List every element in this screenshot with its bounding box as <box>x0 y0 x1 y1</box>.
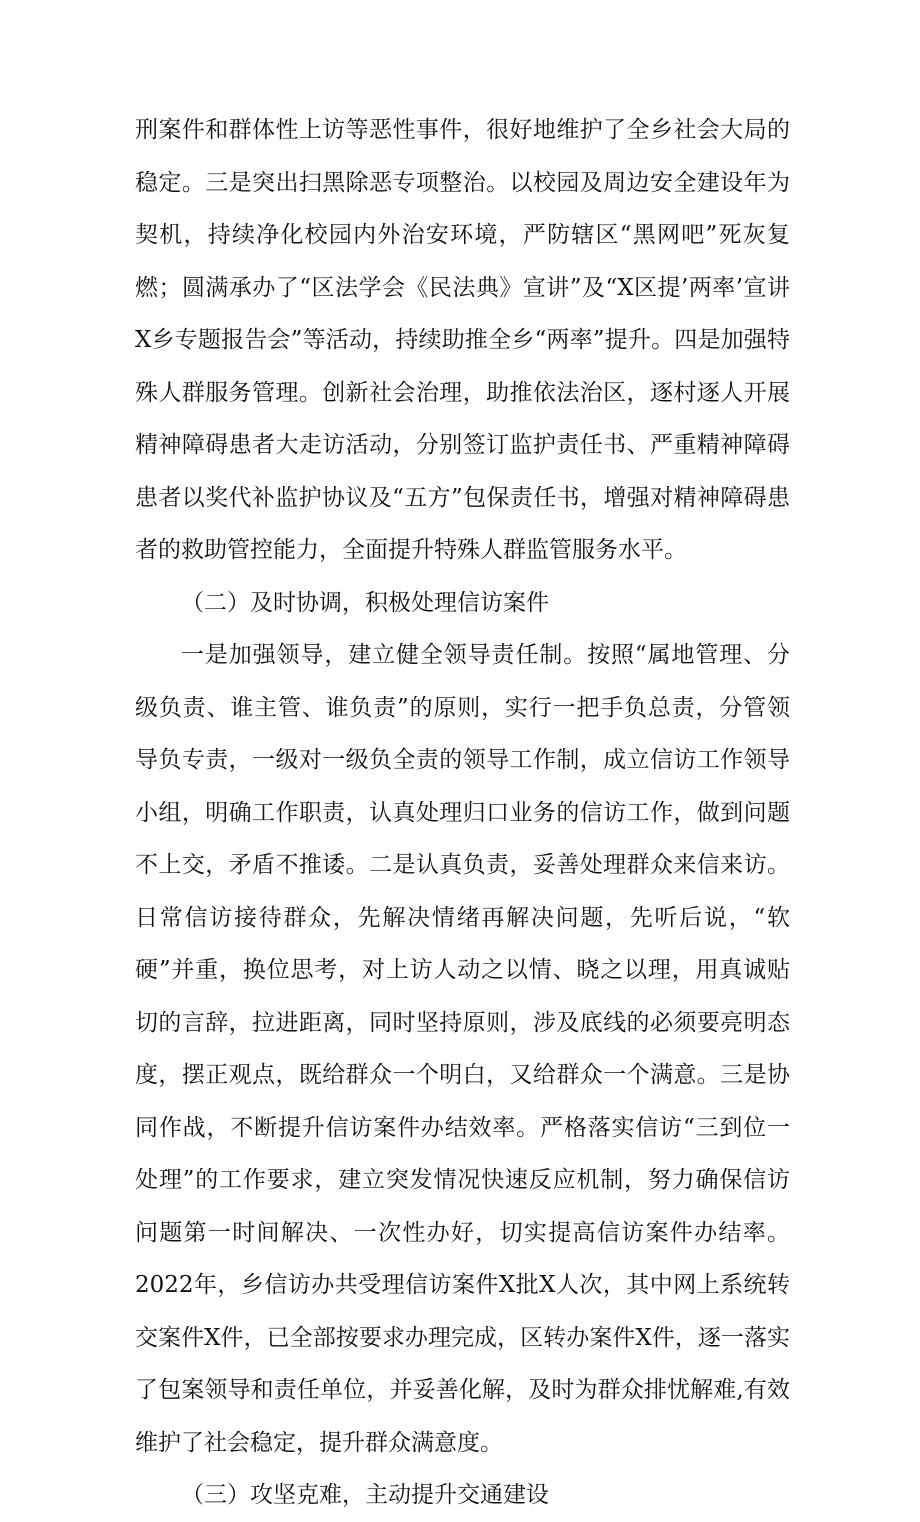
paragraph-petition-handling: 一是加强领导，建立健全领导责任制。按照“属地管理、分级负责、谁主管、谁负责”的原则，实行一把手负总责，分管领导负专责，一级对一级负全责的领导工作制，成立信访工作领导小组，明确工作职责，认真处理归口业务的信访工作，做到问题不上交，矛盾不推诿。二是认真负责，妥善处理群众来信来访。日常信访接待群众，先解决情绪再解决问题，先听后说，“软硬”并重，换位思考，对上访人动之以情、晓之以理，用真诚贴切的言辞，拉进距离，同时坚持原则，涉及底线的必须要亮明态度，摆正观点，既给群众一个明白，又给群众一个满意。三是协同作战，不断提升信访案件办结效率。严格落实信访“三到位一处理”的工作要求，建立突发情况快速反应机制，努力确保信访问题第一时间解决、一次性办好，切实提高信访案件办结率。2022年，乡信访办共受理信访案件X批X人次，其中网上系统转交案件X件，已全部按要求办理完成，区转办案件X件，逐一落实了包案领导和责任单位，并妥善化解，及时为群众排忧解难,有效维护了社会稳定，提升群众满意度。 <box>135 642 790 1456</box>
paragraph-social-stability: 刑案件和群体性上访等恶性事件，很好地维护了全乡社会大局的稳定。三是突出扫黑除恶专项整治。以校园及周边安全建设年为契机，持续净化校园内外治安环境，严防辖区“黑网吧”死灰复燃；圆满承办了“区法学会《民法典》宣讲”及“X区提’两率’宣讲X乡专题报告会”等活动，持续助推全乡“两率”提升。四是加强特殊人群服务管理。创新社会治理，助推依法治区，逐村逐人开展精神障碍患者大走访活动，分别签订监护责任书、严重精神障碍患者以奖代补监护协议及“五方”包保责任书，增强对精神障碍患者的救助管控能力，全面提升特殊人群监管服务水平。 <box>135 117 790 563</box>
document-body <box>135 104 790 1522</box>
section-heading-transport: （三）攻坚克难，主动提升交通建设 <box>181 1482 549 1508</box>
section-heading-petition: （二）及时协调，积极处理信访案件 <box>181 589 549 616</box>
